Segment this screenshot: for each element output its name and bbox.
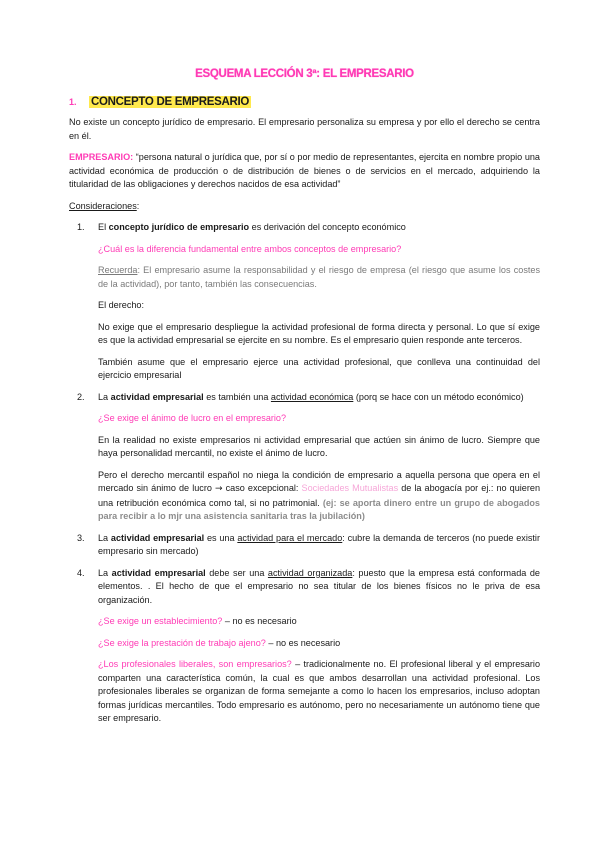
item-1-paragraph: No exige que el empresario despliegue la actividad profesional de forma directa y personal. Lo que sí exige es que la actividad empresarial se ejercite en su nombre. Es el empresario quien responde ante terceros. — [98, 321, 540, 345]
list-item-body — [98, 221, 540, 383]
item-1-recuerda — [98, 264, 540, 291]
item-1-derecho: El derecho: — [98, 300, 145, 310]
item-4-q2 — [98, 637, 540, 651]
item-4-lead — [98, 567, 540, 608]
item-3-lead — [98, 532, 540, 559]
question-text: ¿Los profesionales liberales, son empresarios? — [98, 659, 292, 669]
list-item — [69, 532, 540, 559]
definition-label: EMPRESARIO: — [69, 152, 134, 162]
item-1-question: ¿Cuál es la diferencia fundamental entre ambos conceptos de empresario? — [98, 243, 402, 254]
page-title: ESQUEMA LECCIÓN 3ª: EL EMPRESARIO — [195, 68, 414, 80]
question-text: ¿Se exige la prestación de trabajo ajeno? — [98, 637, 266, 648]
list-item-number: 4. — [77, 567, 85, 578]
text-run-example: (ej: se aporta dinero entre un grupo de abogados para recibir a lo mjr una asistencia sanitaria tras la jubilación) — [98, 497, 540, 521]
question-text: ¿Se exige un establecimiento? — [98, 616, 223, 626]
list-item-body — [98, 532, 540, 559]
text-run-bold: actividad empresarial — [110, 532, 205, 543]
item-4-q1 — [98, 615, 540, 629]
text-run: La — [98, 532, 111, 543]
answer-text: – no es necesario — [265, 637, 341, 648]
recuerda-label: Recuerda — [98, 265, 138, 275]
item-2-lead — [98, 391, 540, 405]
text-run-bold: concepto jurídico de empresario — [108, 222, 250, 232]
text-run-underline: actividad económica — [270, 391, 354, 402]
text-run: El — [98, 222, 109, 232]
list-item-body — [98, 567, 540, 726]
text-run: es también una — [203, 391, 271, 402]
considerations-heading — [69, 200, 540, 214]
section-number: 1. — [69, 97, 77, 107]
text-run: debe ser una — [205, 567, 268, 578]
text-run: caso excepcional: — [222, 483, 302, 493]
arrow-right-icon: → — [214, 484, 223, 494]
item-2-question: ¿Se exige el ánimo de lucro en el empresario? — [98, 413, 287, 423]
text-run: La — [98, 567, 112, 578]
section-heading — [69, 96, 540, 108]
item-4-q3 — [98, 658, 540, 726]
definition-text: “persona natural o jurídica que, por sí o por medio de representantes, ejercita en nombre propio una actividad económica de producción o de distribución de bienes o de servicios en el mercado, adquiriendo la titularidad de las obligaciones y derechos nacidos de esa actividad” — [69, 152, 540, 189]
answer-text: – no es necesario — [222, 616, 297, 626]
text-run: de la abogacía por ej.: no quieren una retribución económica como tal, si no patrimonial. — [98, 483, 540, 508]
text-run: es derivación del concepto económico — [249, 222, 406, 232]
list-item — [69, 221, 540, 383]
text-run: (porq se hace con un método económico) — [353, 391, 524, 402]
text-run: Pero el derecho mercantil español no niega la condición de empresario a aquella persona que opera en el mercado sin ánimo de lucro — [98, 469, 540, 493]
text-run-underline: actividad para el mercado — [237, 532, 343, 543]
text-run: es una — [204, 532, 238, 543]
considerations-label: Consideraciones — [69, 200, 137, 211]
list-item-number: 2. — [77, 391, 85, 402]
item-1-paragraph: También asume que el empresario ejerce una actividad profesional, que conlleva una continuidad del ejercicio empresarial — [98, 356, 540, 380]
considerations-colon: : — [136, 200, 140, 211]
item-2-paragraph — [98, 469, 540, 524]
item-1-lead — [98, 221, 540, 235]
definition-paragraph — [69, 151, 540, 192]
answer-text: – tradicionalmente no. El profesional liberal y el empresario comparten una característica común, la cual es que ambos desarrollan una actividad profesional. Los profesionales liberales se organizan de forma semejante a como lo hacen los empresarios, incluso adoptan formas jurídicas mercantiles. Todo empresario es autónomo, pero no necesariamente un autónomo tiene que ser empresario. — [98, 659, 541, 723]
list-item-body — [98, 391, 540, 524]
item-2-paragraph: En la realidad no existe empresarios ni actividad empresarial que actúen sin ánimo de lucro. Siempre que haya personalidad mercantil, no existe el ánimo de lucro. — [98, 434, 540, 458]
section-title: CONCEPTO DE EMPRESARIO — [91, 96, 250, 108]
text-run: La — [98, 391, 111, 402]
recuerda-text: : El empresario asume la responsabilidad y el riesgo de empresa (el riesgo que asume los costes de la actividad), por tanto, también las consecuencias. — [98, 265, 540, 289]
text-run-highlight: Sociedades Mutualistas — [301, 483, 399, 493]
text-run-underline: actividad organizada — [267, 567, 353, 578]
text-run: : puesto que la empresa está conformada de elementos. . El hecho de que el empresario no sea titular de los bienes físicos no le priva de esa organización. — [98, 567, 540, 605]
intro-paragraph: No existe un concepto jurídico de empresario. El empresario personaliza su empresa y por ello el derecho se centra en él. — [69, 117, 540, 141]
text-run-bold: actividad empresarial — [111, 567, 206, 578]
considerations-list — [69, 221, 540, 726]
list-item — [69, 567, 540, 726]
list-item-number: 1. — [77, 222, 85, 232]
list-item-number: 3. — [77, 532, 85, 543]
text-run: : cubre la demanda de terceros (no puede existir empresario sin mercado) — [98, 532, 540, 556]
text-run-bold: actividad empresarial — [110, 391, 204, 402]
list-item — [69, 391, 540, 524]
